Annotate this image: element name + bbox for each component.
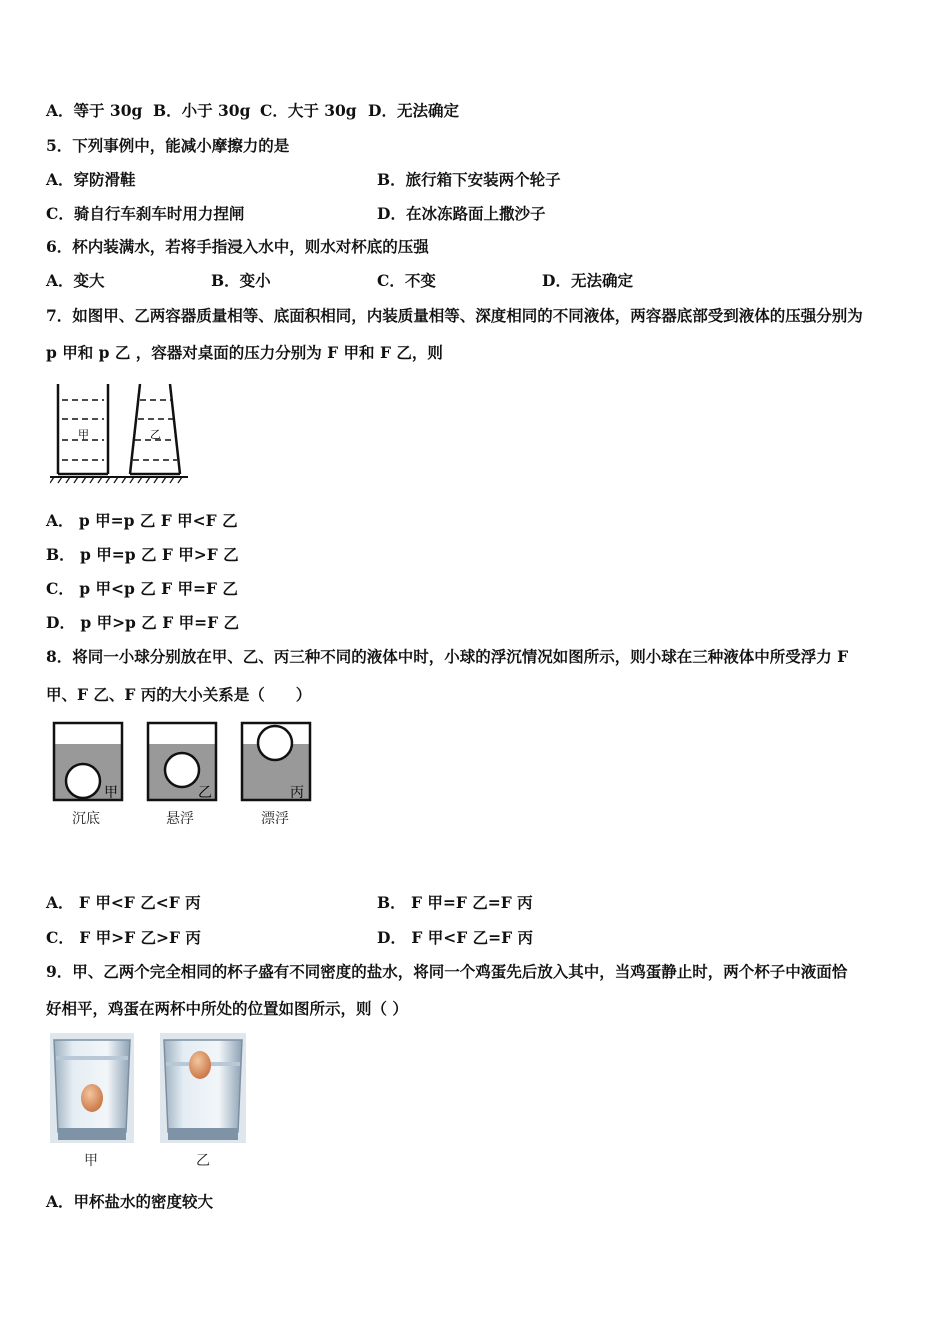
q4-option-b: B．小于 30g — [153, 101, 251, 120]
q7-stem-line1: 7．如图甲、乙两容器质量相等、底面积相同，内装质量相等、深度相同的不同液体，两容器底部受到液体的压强分别为 — [46, 306, 863, 325]
q7-label-yi: 乙 — [150, 428, 161, 441]
q8-stem-line1: 8．将同一小球分别放在甲、乙、丙三种不同的液体中时，小球的浮沉情况如图所示，则小球在三种液体中所受浮力 F — [46, 647, 849, 666]
q9-caption-yi: 乙 — [196, 1153, 210, 1169]
q6-option-a: A．变大 — [46, 271, 105, 290]
q5-option-b: B．旅行箱下安装两个轮子 — [377, 170, 561, 189]
q6-stem: 6．杯内装满水，若将手指浸入水中，则水对杯底的压强 — [46, 237, 429, 256]
q7-label-jia: 甲 — [78, 428, 89, 441]
q9-stem-line1: 9．甲、乙两个完全相同的杯子盛有不同密度的盐水，将同一个鸡蛋先后放入其中，当鸡蛋静止时，两个杯子中液面恰 — [46, 962, 848, 981]
q8-box-label-jia: 甲 — [104, 785, 118, 801]
q8-stem-line2: 甲、F 乙、F 丙的大小关系是（ ） — [46, 685, 312, 704]
q8-option-b: B． F 甲=F 乙=F 丙 — [377, 893, 533, 912]
q8-balls-figure — [50, 720, 320, 806]
q7-stem-line2: p 甲和 p 乙 ，容器对桌面的压力分别为 F 甲和 F 乙，则 — [46, 343, 443, 362]
q9-glasses-figure — [48, 1032, 248, 1147]
q6-option-d: D．无法确定 — [542, 271, 633, 290]
q8-caption-sink: 沉底 — [72, 811, 100, 827]
q7-option-d: D． p 甲>p 乙 F 甲=F 乙 — [46, 613, 239, 632]
q6-option-b: B．变小 — [211, 271, 271, 290]
q7-option-c: C． p 甲<p 乙 F 甲=F 乙 — [46, 579, 238, 598]
q4-option-c: C．大于 30g — [260, 101, 357, 120]
q5-option-d: D．在冰冻路面上撒沙子 — [377, 204, 546, 223]
q5-stem: 5．下列事例中，能减小摩擦力的是 — [46, 136, 290, 155]
q8-box-label-yi: 乙 — [198, 785, 212, 801]
q9-stem-line2: 好相平，鸡蛋在两杯中所处的位置如图所示，则（ ） — [46, 999, 408, 1018]
q4-option-a: A．等于 30g — [46, 101, 143, 120]
q4-option-d: D．无法确定 — [368, 101, 459, 120]
q5-option-c: C．骑自行车刹车时用力捏闸 — [46, 204, 245, 223]
q7-containers-figure — [50, 378, 190, 488]
q8-caption-float: 漂浮 — [261, 811, 289, 827]
q7-option-b: B． p 甲=p 乙 F 甲>F 乙 — [46, 545, 239, 564]
q8-option-d: D． F 甲<F 乙=F 丙 — [377, 928, 534, 947]
q8-option-c: C． F 甲>F 乙>F 丙 — [46, 928, 201, 947]
q6-option-c: C．不变 — [377, 271, 436, 290]
q8-option-a: A． F 甲<F 乙<F 丙 — [46, 893, 201, 912]
q9-caption-jia: 甲 — [84, 1153, 98, 1169]
q5-option-a: A．穿防滑鞋 — [46, 170, 136, 189]
q8-box-label-bing: 丙 — [290, 785, 304, 801]
q7-option-a: A． p 甲=p 乙 F 甲<F 乙 — [46, 511, 238, 530]
q8-caption-suspend: 悬浮 — [166, 811, 194, 827]
q9-option-a: A．甲杯盐水的密度较大 — [46, 1192, 214, 1211]
